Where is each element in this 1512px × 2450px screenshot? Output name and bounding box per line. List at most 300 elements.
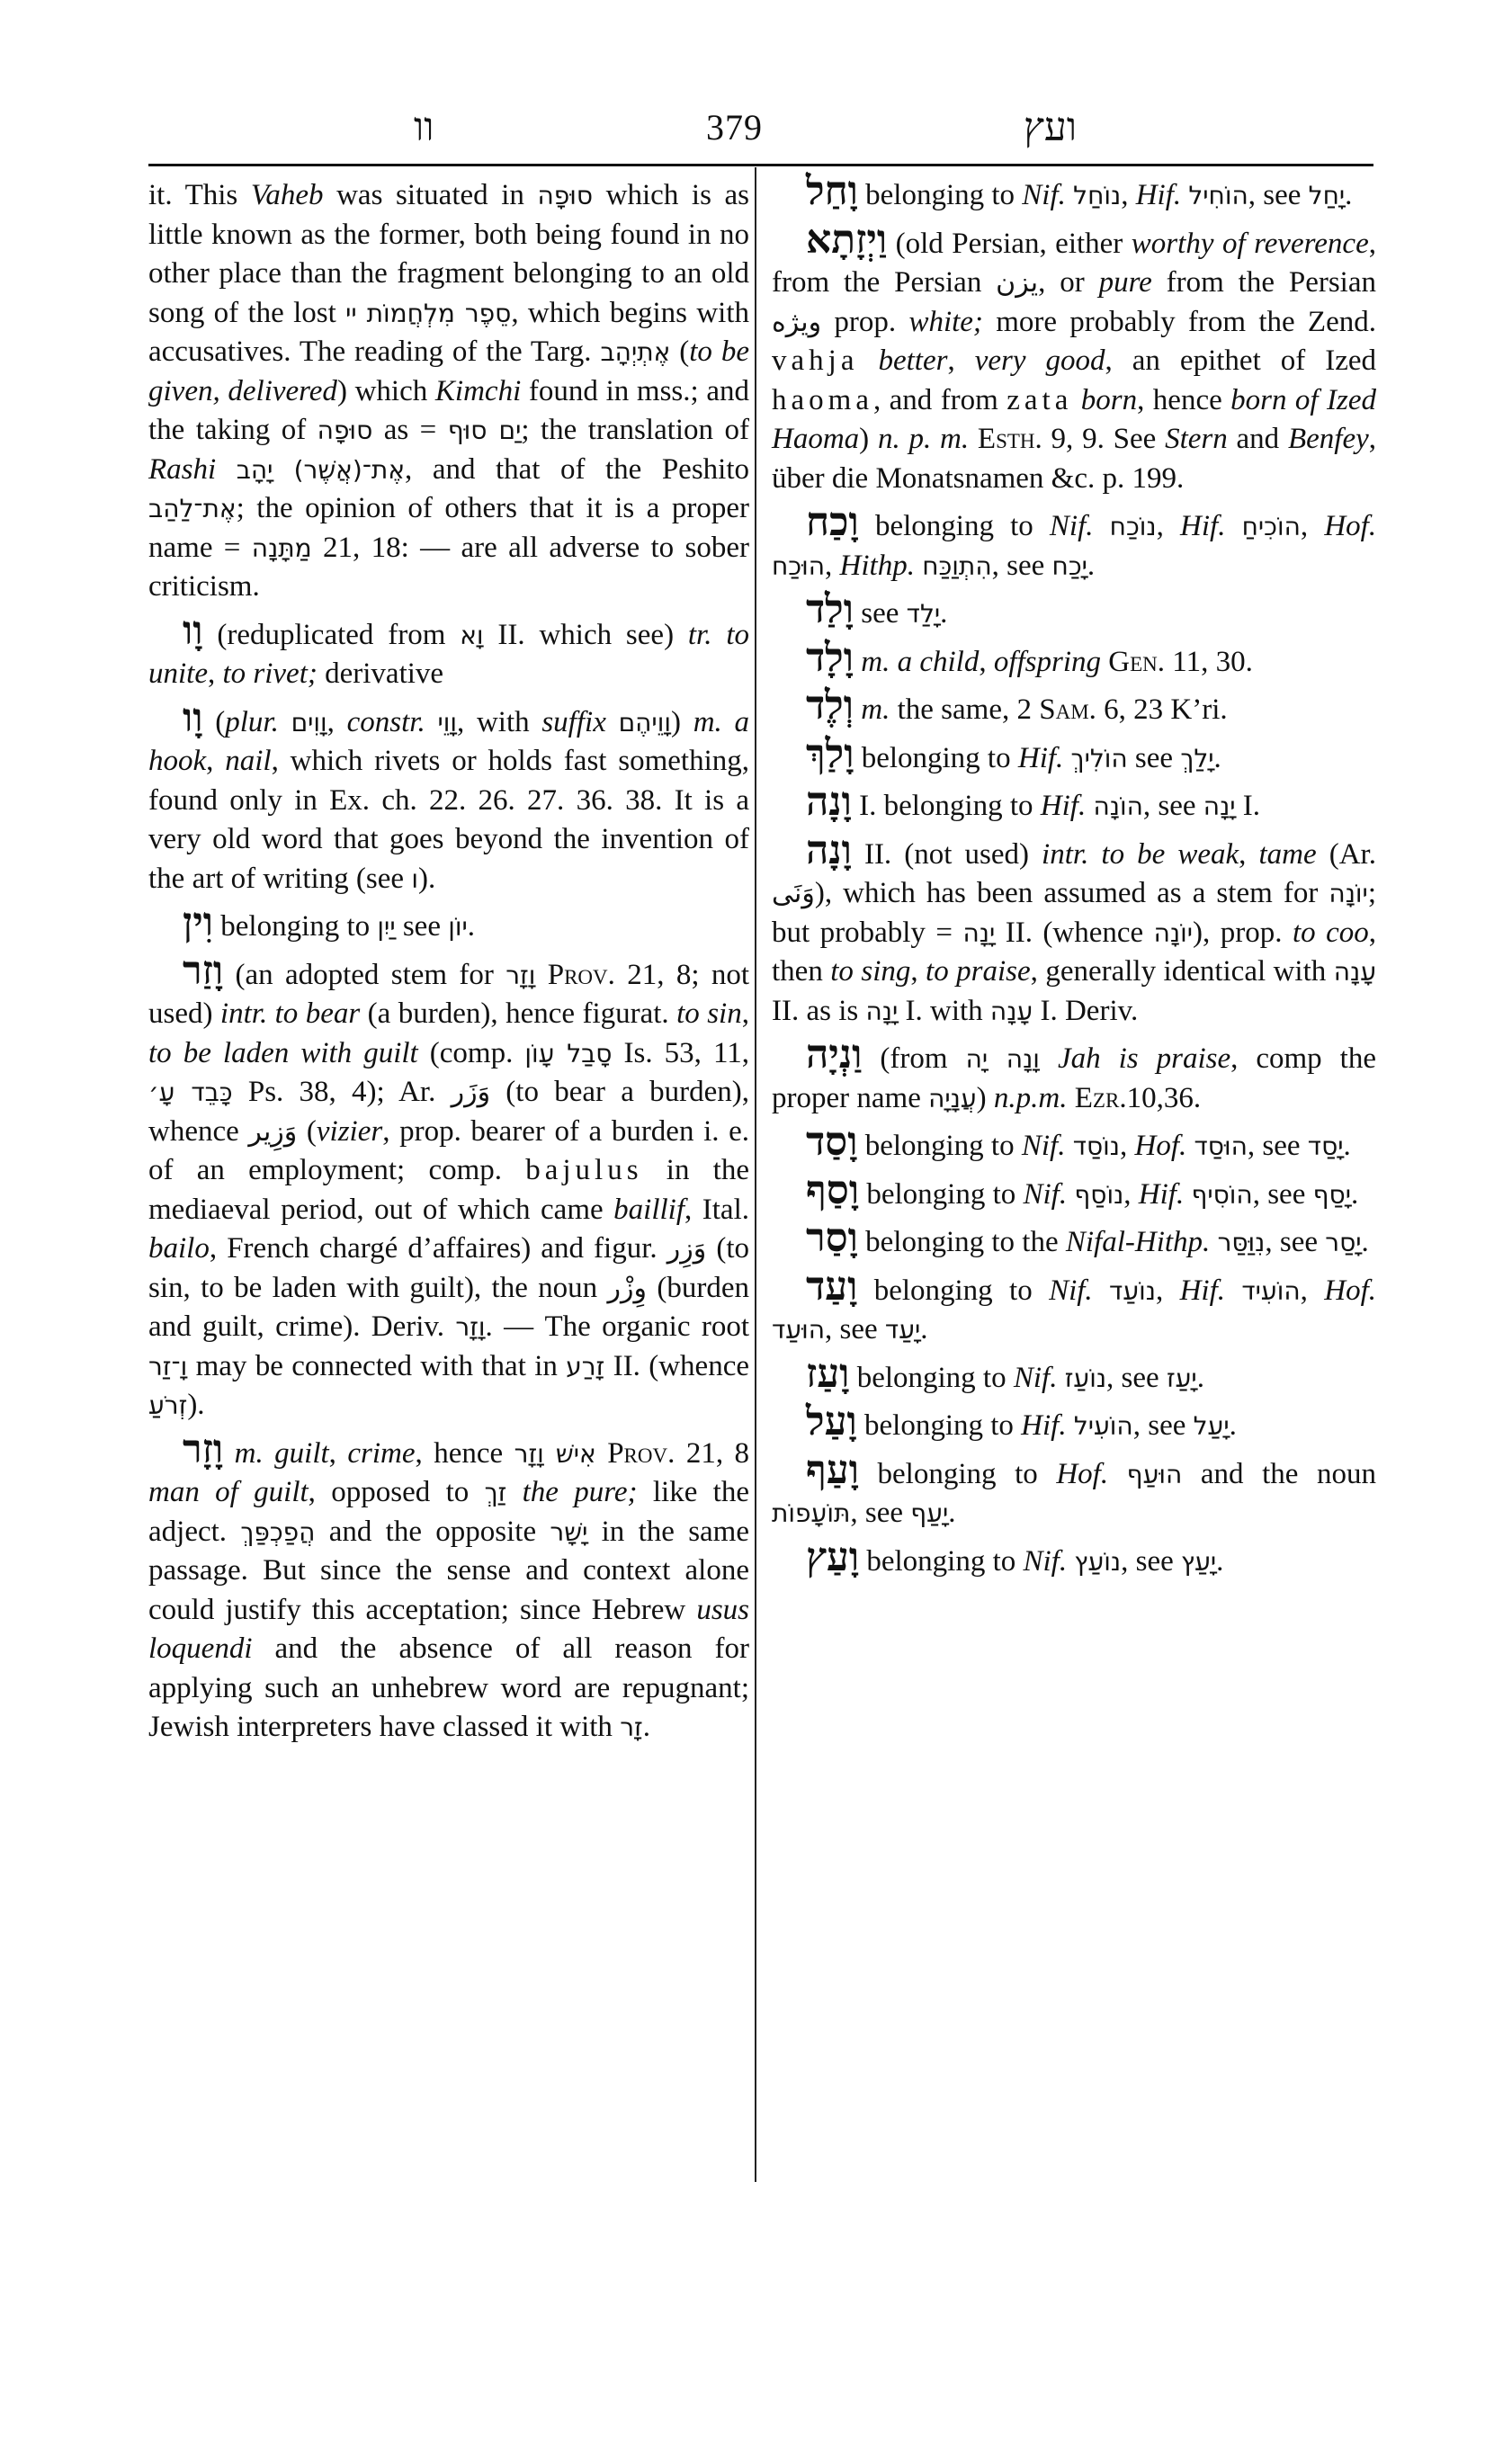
hebrew-word: וָוִים [291, 707, 327, 738]
italic-text: Hif. [1138, 1177, 1185, 1211]
italic-text: Nif. [1021, 1130, 1066, 1162]
italic-text: suffix [541, 705, 606, 738]
entry-text: may be connected with that in [187, 1349, 567, 1382]
entry-text: belonging to [859, 1177, 1024, 1211]
entry-text [1067, 1409, 1074, 1442]
entry-text [1065, 1130, 1072, 1162]
italic-text: to be given, delivered [148, 335, 749, 407]
entry-text [606, 706, 619, 738]
hebrew-word: הוֹלִיךְ [1070, 743, 1128, 773]
dictionary-entry [148, 694, 750, 899]
entry-headword: וָנָה [806, 779, 852, 825]
italic-text: Kimchi [434, 374, 522, 407]
hebrew-word: נוֹכַח [1109, 512, 1157, 541]
arabic-word: وَزِير [248, 1115, 298, 1148]
italic-text: Rashi [148, 452, 217, 486]
dictionary-entry [772, 1350, 1376, 1399]
entry-text: . [642, 1711, 650, 1743]
entry-text: , see [1121, 1544, 1181, 1578]
italic-text: tame [1258, 837, 1317, 871]
entry-text: belonging to [857, 1274, 1050, 1307]
entry-text: (an adopted stem for [223, 958, 506, 991]
entry-text: , [207, 657, 223, 690]
hebrew-word: אֶתְיְהָב [600, 337, 671, 367]
entry-text: . [467, 910, 475, 943]
right-column [772, 168, 1377, 1590]
hebrew-word: וָא [460, 620, 484, 650]
italic-text: to coo [1292, 916, 1369, 949]
entry-text: II. (not used) [851, 837, 1042, 871]
italic-text: man of guilt [148, 1476, 309, 1508]
italic-text: Jah is praise [1057, 1042, 1231, 1075]
arabic-word: ويژه [772, 306, 822, 338]
italic-text: n.p.m. [993, 1081, 1068, 1114]
hebrew-word: יוֹנָה [1153, 917, 1194, 948]
hebrew-word: וָנָה יָה [965, 1044, 1040, 1074]
running-header [144, 101, 1376, 156]
entry-headword: וַנְיָה [806, 1032, 863, 1077]
entry-text: , see [1265, 1226, 1326, 1258]
entry-text: , see [1252, 1177, 1313, 1211]
entry-text: , see [850, 1497, 911, 1529]
entry-text: (old Persian, either [887, 227, 1132, 260]
entry-text: , from the Persian [772, 227, 1376, 299]
hebrew-word: יָנָה [865, 996, 899, 1026]
entry-text: ), prop. [1193, 916, 1293, 949]
entry-text: as = [372, 414, 448, 446]
entry-text: more probably from the Zend. [982, 305, 1376, 338]
entry-text: , with [456, 705, 542, 738]
entry-headword: וָזָר [183, 1426, 224, 1472]
book-reference: Prov. [607, 1436, 675, 1470]
hebrew-word: עָנָה [1333, 957, 1376, 987]
italic-text: Stern [1165, 423, 1228, 455]
italic-text: m. a child [861, 645, 980, 678]
dictionary-entry [772, 1533, 1376, 1582]
hebrew-word: הוֹסִיף [1191, 1179, 1253, 1210]
entry-text: , or [1038, 266, 1099, 299]
hebrew-word: סוּפָה [317, 416, 373, 445]
italic-text: born of Ized Haoma [772, 383, 1376, 455]
entry-text: . [1196, 1361, 1204, 1394]
italic-text: bailo [148, 1232, 210, 1265]
entry-text: belonging to [849, 1361, 1014, 1394]
entry-text: in the same passage. But since the sense and context alone could justify this acceptation; since Hebrew [148, 1515, 749, 1626]
entry-text: , prop. bearer of a burden i. e. of an employment; comp. [148, 1114, 749, 1186]
entry-text [1057, 1362, 1064, 1394]
entry-text: belonging to [856, 1409, 1022, 1442]
hebrew-word: נוֹעַץ [1074, 1546, 1122, 1577]
arabic-word: وَزِر [667, 1233, 707, 1265]
entry-text: 21, 8 [675, 1436, 750, 1470]
entry-text: , and that of the Peshito [405, 452, 750, 486]
italic-text: the pure; [522, 1476, 638, 1508]
hebrew-word: נוֹעַד [1109, 1275, 1156, 1306]
entry-text: , [947, 344, 975, 377]
italic-text: offspring [993, 645, 1102, 678]
entry-text: prop. [821, 305, 909, 338]
entry-text: (burden and guilt, crime). Deriv. [148, 1271, 749, 1343]
entry-text: , comp the proper name [772, 1042, 1376, 1114]
hebrew-word: תּוֹעָפוֹת [772, 1498, 851, 1528]
hebrew-word: נִוַּסַּר [1217, 1228, 1266, 1257]
dictionary-entry [148, 607, 749, 694]
hebrew-word: הִתְוַכַּח [922, 550, 992, 581]
entry-text: , and from [872, 383, 1007, 416]
entry-text: like the adject. [148, 1476, 749, 1548]
dictionary-entry [772, 1119, 1376, 1167]
italic-text: Vaheb [250, 179, 324, 211]
entry-text: 6, 23 K’ri. [1096, 693, 1228, 726]
hebrew-word: זְרֹעַ [148, 1390, 188, 1420]
italic-text: m. a hook [148, 705, 749, 777]
entry-text [535, 959, 547, 991]
entry-text: ; but probably = [772, 877, 1376, 949]
entry-headword: וָו [183, 607, 203, 654]
entry-text: II. (whence [604, 1349, 749, 1382]
hebrew-word: נוֹסַד [1072, 1131, 1121, 1161]
italic-text: Hif. [1179, 1274, 1225, 1307]
entry-text: , Ital. [684, 1193, 749, 1226]
entry-text: 10,36. [1126, 1081, 1202, 1114]
italic-text: m. guilt [234, 1436, 329, 1470]
entry-text: it. This [148, 179, 251, 211]
italic-text: nail [225, 745, 272, 777]
entry-text: see [395, 910, 449, 943]
entry-text [1072, 384, 1080, 416]
hebrew-word: נוֹסַף [1074, 1179, 1124, 1210]
entry-text: , see [1248, 179, 1309, 211]
entry-text: . [1216, 1544, 1224, 1578]
header-rule [148, 164, 1373, 166]
hebrew-word: הוֹעִיד [1241, 1275, 1301, 1306]
entry-text: I. belonging to [851, 790, 1041, 822]
entry-text: (reduplicated from [202, 618, 461, 651]
book-reference: Esth. [977, 423, 1042, 455]
hebrew-word: זָרַע [566, 1351, 605, 1381]
italic-text: m. [861, 693, 890, 726]
hebrew-word: הוֹנָה [1093, 791, 1143, 821]
entry-text [915, 550, 922, 582]
header-left-guide-word: וו [414, 104, 434, 150]
italic-text: pure [1098, 266, 1152, 299]
entry-text: belonging to [854, 741, 1018, 774]
italic-text: to rivet; [222, 657, 318, 690]
book-reference: Sam. [1039, 693, 1096, 726]
entry-text: (Ar. [1316, 837, 1376, 871]
entry-text: . [1361, 1226, 1369, 1258]
entry-text: belonging to [858, 1457, 1057, 1490]
hebrew-word: וָ־זַר [148, 1351, 188, 1381]
entry-text: I. Deriv. [1033, 994, 1139, 1027]
hebrew-word: יָכַח [1051, 550, 1087, 581]
entry-text: , [1121, 179, 1136, 211]
entry-text: , which begins with accusatives. The reading of the Targ. [148, 296, 749, 368]
entry-text: (from [862, 1042, 966, 1075]
hebrew-word: יָלַד [906, 599, 941, 629]
dictionary-entry [148, 947, 750, 1426]
entry-text: , über die Monatsnamen &c. p. 199. [772, 423, 1376, 495]
entry-text: , [1300, 1274, 1325, 1307]
entry-text: belonging to [213, 910, 378, 943]
entry-text: . — The organic root [485, 1310, 749, 1343]
italic-text: Hif. [1180, 510, 1226, 542]
italic-text: usus loquendi [148, 1593, 749, 1665]
italic-text: Hof. [1324, 510, 1377, 542]
entry-headword: וָעַץ [806, 1533, 860, 1580]
book-reference: Ezr. [1074, 1081, 1127, 1114]
entry-text: (to bear a burden), whence [148, 1076, 749, 1148]
entry-text [1210, 1226, 1217, 1258]
italic-text: constr. [346, 705, 425, 738]
entry-text: , [1155, 1274, 1180, 1307]
entry-text: , opposed to [308, 1476, 485, 1508]
hebrew-word: יָסַד [1307, 1131, 1344, 1161]
spaced-text: vahja [772, 344, 859, 377]
entry-text: the same, 2 [890, 693, 1040, 726]
entry-text: , [1120, 1130, 1135, 1162]
dictionary-entry [772, 1032, 1376, 1118]
column-divider [755, 167, 756, 2182]
hebrew-word: הוֹחִיל [1188, 181, 1248, 210]
entry-text: Ps. 38, 4); Ar. [232, 1076, 452, 1108]
entry-text: (to sin, to be laden with guilt), the noun [148, 1232, 749, 1304]
hebrew-word: וָוֵי [437, 707, 457, 738]
hebrew-word: הוּעַף [1126, 1459, 1183, 1489]
hebrew-word: מַתָּנָה [251, 532, 312, 563]
italic-text: worthy of reverence [1131, 227, 1369, 260]
entry-text [506, 1476, 522, 1508]
entry-text: , [825, 549, 840, 582]
entry-headword: וָעַז [806, 1350, 850, 1397]
hebrew-word: וָוֵיהֶם [618, 707, 671, 738]
entry-text [223, 1437, 234, 1470]
italic-text: Nif. [1013, 1361, 1058, 1394]
entry-text: , then [772, 916, 1376, 988]
entry-text [1068, 1082, 1075, 1114]
entry-text: , [741, 997, 749, 1030]
entry-text: , generally identical with [1030, 955, 1334, 988]
hebrew-word: יָלַךְ [1180, 743, 1214, 773]
entry-text: ) which [336, 374, 435, 407]
entry-text: I. with [898, 994, 990, 1027]
hebrew-word: יוֹנָה [1329, 879, 1368, 908]
entry-text: belonging to the [857, 1226, 1066, 1258]
hebrew-word: יָחַל [1308, 181, 1346, 210]
italic-text: to be laden with guilt [148, 1036, 418, 1069]
entry-text: II. as is [772, 994, 866, 1027]
entry-text: . [948, 1497, 956, 1529]
spaced-text: bajulus [525, 1154, 643, 1186]
dictionary-entry [772, 168, 1376, 216]
entry-text: , [979, 645, 994, 678]
dictionary-entry [148, 1426, 750, 1748]
entry-continuation [148, 176, 749, 607]
entry-text: , see [991, 549, 1052, 582]
italic-text: Hof. [1134, 1130, 1187, 1162]
hebrew-word: זָר [620, 1712, 643, 1742]
hebrew-word: נוֹחַל [1073, 181, 1122, 210]
entry-text: , [1239, 837, 1259, 871]
entry-text: ; the translation of [521, 414, 749, 446]
entry-text: . [1345, 179, 1353, 211]
entry-text [1225, 1274, 1241, 1307]
italic-text: Benfey [1287, 423, 1369, 455]
entry-text [969, 423, 978, 455]
italic-text: to praise [926, 955, 1031, 988]
dictionary-entry [772, 1263, 1376, 1350]
hebrew-word: יָעַז [1166, 1363, 1197, 1393]
entry-text: (a burden), hence figurat. [360, 997, 677, 1030]
entry-text: , French chargé d’affaires) and figur. [209, 1232, 667, 1265]
dictionary-entry [772, 730, 1376, 779]
arabic-word: وِزْر [607, 1272, 647, 1304]
entry-text: from the Persian [1151, 266, 1376, 299]
hebrew-word: יוֹן [448, 912, 468, 942]
entry-text: , which rivets or holds fast something, found only in Ex. ch. 22. 26. 27. 36. 38. It is a very old word that goes beyond the invention of the art of writing (see [148, 745, 750, 895]
italic-text: Hof. [1056, 1457, 1109, 1490]
dictionary-entry [772, 216, 1377, 499]
entry-text: , see [1106, 1361, 1167, 1394]
hebrew-word: הוּכַח [772, 550, 826, 581]
entry-text: ). [187, 1389, 205, 1421]
entry-text [1063, 742, 1070, 774]
hebrew-word: עָנָה [989, 996, 1033, 1026]
entry-headword: וָסַד [806, 1119, 858, 1165]
entry-text: . [920, 1313, 928, 1346]
italic-text: Hof. [1324, 1274, 1376, 1307]
dictionary-entry [772, 1167, 1376, 1215]
book-reference: Gen. [1108, 645, 1166, 678]
entry-headword: וָנָה [806, 827, 852, 873]
dictionary-entry [772, 1399, 1376, 1446]
entry-text: ( [297, 1114, 317, 1148]
italic-text: intr. to be weak [1042, 837, 1239, 871]
entry-text: and the absence of all reason for applying such an unhebrew word are repugnant; Jewish interpreters have classed it with [148, 1632, 749, 1743]
entry-text: . [1213, 741, 1221, 774]
dictionary-entry [772, 779, 1376, 827]
entry-text [216, 453, 237, 486]
entry-text: , [1156, 510, 1181, 542]
hebrew-word: וָזָר [505, 960, 536, 990]
entry-text [858, 344, 878, 377]
entry-text: 11, 30. [1165, 645, 1253, 678]
dictionary-entry [772, 827, 1376, 1032]
book-reference: Prov. [547, 958, 615, 991]
entry-text [1093, 1274, 1109, 1307]
italic-text: Nif. [1049, 510, 1094, 542]
italic-text: to sin [676, 997, 742, 1030]
entry-text: ( [202, 705, 226, 738]
hebrew-word: יָסַר [1325, 1228, 1362, 1257]
entry-text: belonging to [859, 1544, 1024, 1578]
hebrew-word: יָנָה [1203, 791, 1236, 821]
entry-headword: וָזַר [183, 947, 224, 994]
dictionary-entry [772, 1446, 1377, 1533]
dictionary-entry [772, 683, 1376, 730]
entry-text [425, 706, 438, 738]
entry-text: which is as little known as the former, both being found in no other place than the fragment belonging to an old song of the lost [148, 179, 749, 329]
entry-text: ) [976, 1081, 994, 1114]
entry-text: ). [417, 862, 436, 895]
entry-text: , [327, 705, 347, 738]
hebrew-word: יַם סוּף [447, 416, 522, 445]
entry-text: . [1087, 549, 1096, 582]
entry-text: , [1123, 1177, 1139, 1211]
entry-text: ), which has been assumed as a stem for [814, 877, 1329, 909]
entry-text [596, 1437, 607, 1470]
hebrew-word: יָשָׁר [550, 1516, 588, 1547]
italic-text: very good [974, 344, 1105, 377]
hebrew-word: ו [411, 863, 418, 894]
entry-text: II. which see) [483, 618, 688, 651]
entry-headword: וָסַף [806, 1167, 860, 1213]
entry-text: , see [1142, 790, 1203, 822]
entry-text: derivative [317, 657, 444, 690]
page-number: 379 [706, 107, 763, 148]
entry-headword: וָו [183, 694, 203, 741]
entry-text: . [1343, 1130, 1351, 1162]
italic-text: Nif. [1022, 179, 1066, 211]
entry-text: belonging to [857, 1130, 1022, 1162]
entry-text: , hence [1137, 383, 1231, 416]
entry-headword: וָסַר [806, 1215, 858, 1261]
entry-headword: וְלֶד [806, 683, 854, 729]
entry-text: ; the opinion of others that it is a proper name = [148, 492, 749, 564]
entry-text: see [1127, 741, 1181, 774]
hebrew-word: יַיִן [377, 912, 396, 942]
hebrew-word: יָסַף [1312, 1179, 1351, 1210]
italic-text: Nif. [1023, 1177, 1068, 1211]
arabic-word: يزن [996, 267, 1039, 299]
entry-text: II. (whence [995, 916, 1154, 949]
entry-headword: וָלַד [806, 586, 854, 632]
entry-headword: וַיְזָתָא [806, 216, 888, 263]
dictionary-entry [148, 899, 749, 947]
entry-headword: וָעַד [806, 1263, 858, 1310]
entry-text: , [206, 745, 226, 777]
italic-text: intr. to bear [219, 997, 361, 1030]
entry-text [1094, 510, 1110, 542]
italic-text: Hif. [1021, 1409, 1067, 1442]
entry-text: . [1229, 1409, 1237, 1442]
entry-text: , [1300, 510, 1325, 542]
entry-text: 9, 9. See [1042, 423, 1166, 455]
italic-text: Hif. [1017, 741, 1064, 774]
hebrew-word: סוּפָה [537, 181, 594, 210]
entry-text: ) [859, 423, 878, 455]
entry-text: 21, 8; not used) [148, 958, 750, 1030]
entry-text: belonging to [858, 510, 1050, 542]
entry-text: . [1350, 1177, 1359, 1211]
hebrew-word: הוֹכִיחַ [1241, 512, 1301, 541]
italic-text: Hif. [1135, 179, 1182, 211]
italic-text: tr. to unite [148, 618, 749, 690]
italic-text: Hif. [1040, 790, 1087, 822]
hebrew-word: הוּסַד [1194, 1131, 1248, 1161]
entry-text: (comp. [417, 1036, 525, 1069]
hebrew-word: אֶת־לַהַב [148, 494, 237, 523]
dictionary-entry [772, 634, 1376, 683]
hebrew-word: הֲפַכְפַּךְ [240, 1516, 316, 1547]
italic-text: born [1080, 383, 1138, 416]
entry-text: and [1227, 423, 1288, 455]
italic-text: plur. [225, 705, 279, 738]
hebrew-word: סָבַל עָוֹן [524, 1038, 613, 1069]
italic-text: Nif. [1023, 1544, 1068, 1578]
entry-text [1225, 510, 1241, 542]
hebrew-word: כָּבֵד עָ׳ [148, 1077, 233, 1107]
